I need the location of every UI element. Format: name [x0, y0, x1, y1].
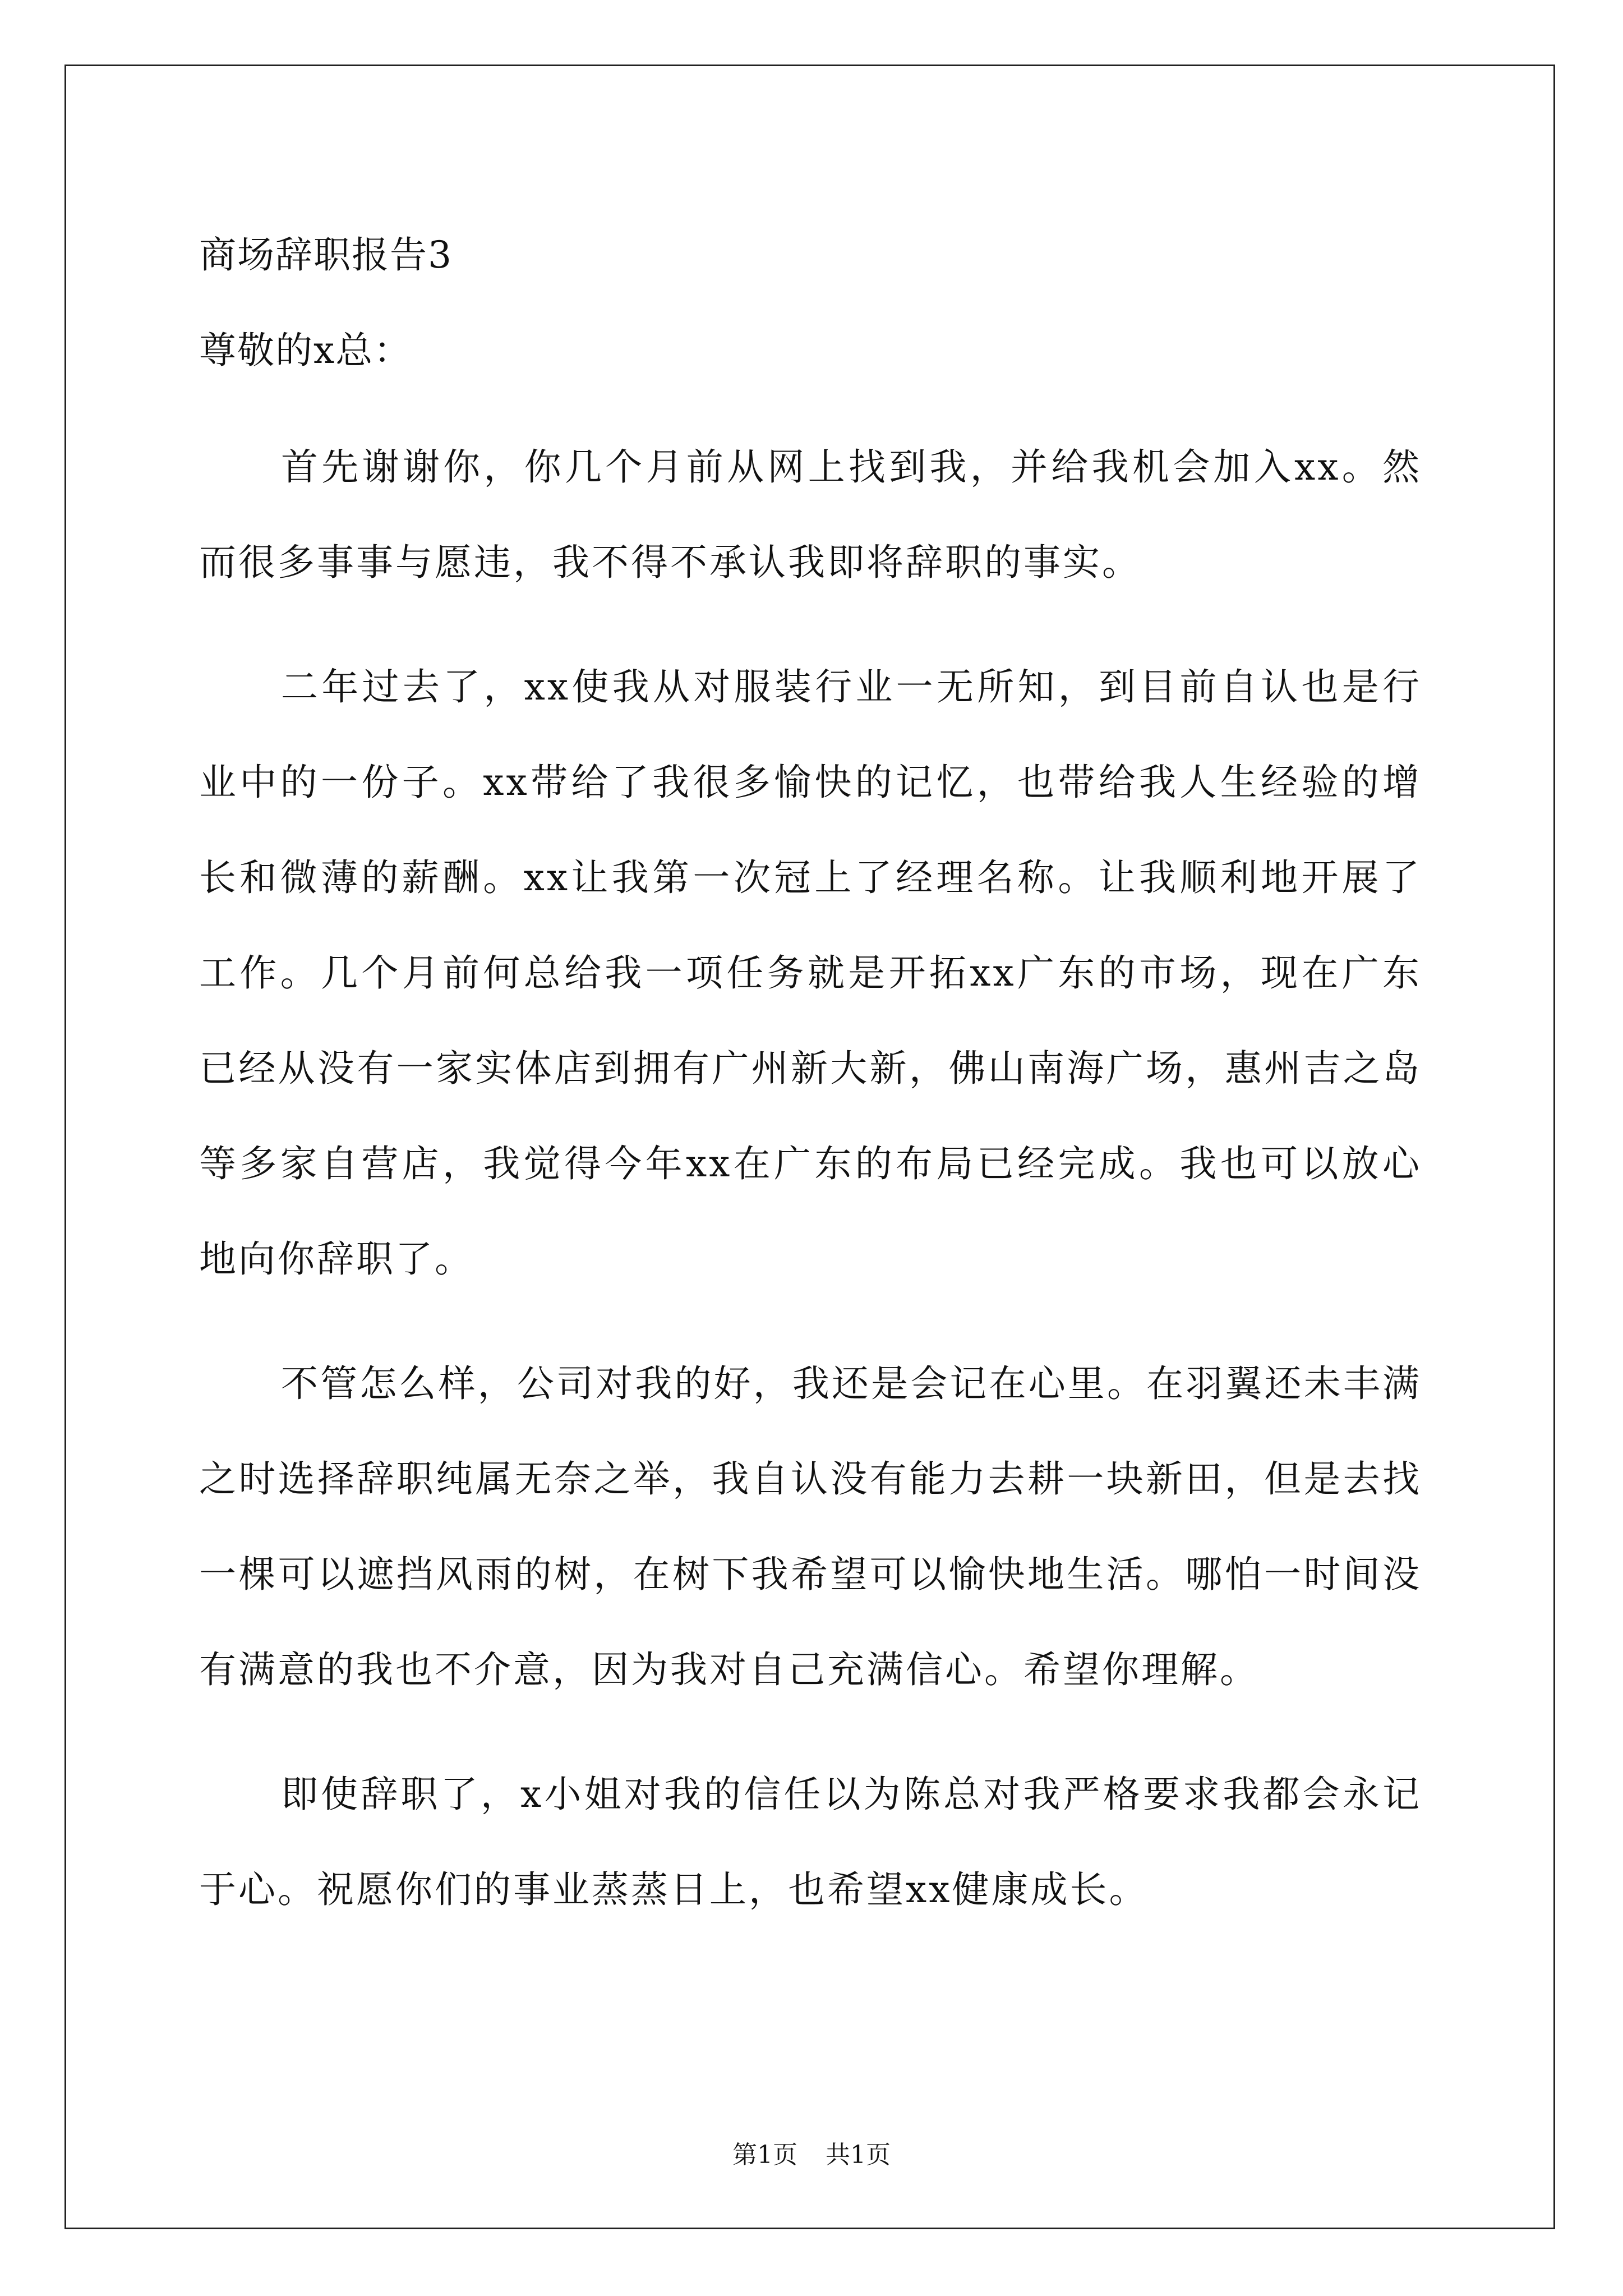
page-footer: [0, 2134, 1623, 2170]
paragraph-2: 二年过去了，xx使我从对服装行业一无所知，到目前自认也是行业中的一份子。xx带给了我很多愉快的记忆，也带给我人生经验的增长和微薄的薪酬。xx让我第一次冠上了经理名称。让我顺利地开展了工作。几个月前何总给我一项任务就是开拓xx广东的市场，现在广东已经从没有一家实体店到拥有广州新大新，佛山南海广场，惠州吉之岛等多家自营店，我觉得今年xx在广东的布局已经完成。我也可以放心地向你辞职了。: [199, 665, 1422, 1281]
paragraph-1: 首先谢谢你，你几个月前从网上找到我，并给我机会加入xx。然而很多事事与愿违，我不得不承认我即将辞职的事实。: [199, 445, 1422, 584]
paragraph-4: 即使辞职了，x小姐对我的信任以为陈总对我严格要求我都会永记于心。祝愿你们的事业蒸蒸日上，也希望xx健康成长。: [199, 1773, 1422, 1911]
page-number: 第1页: [732, 2141, 797, 2169]
document-body: [199, 208, 1422, 1938]
salutation: 尊敬的x总：: [199, 329, 412, 372]
paragraph-3: 不管怎么样，公司对我的好，我还是会记在心里。在羽翼还未丰满之时选择辞职纯属无奈之举，我自认没有能力去耕一块新田，但是去找一棵可以遮挡风雨的树，在树下我希望可以愉快地生活。哪怕一时间没有满意的我也不介意，因为我对自己充满信心。希望你理解。: [199, 1362, 1422, 1691]
document-title: 商场辞职报告3: [199, 233, 453, 277]
page-total: 共1页: [826, 2141, 891, 2169]
